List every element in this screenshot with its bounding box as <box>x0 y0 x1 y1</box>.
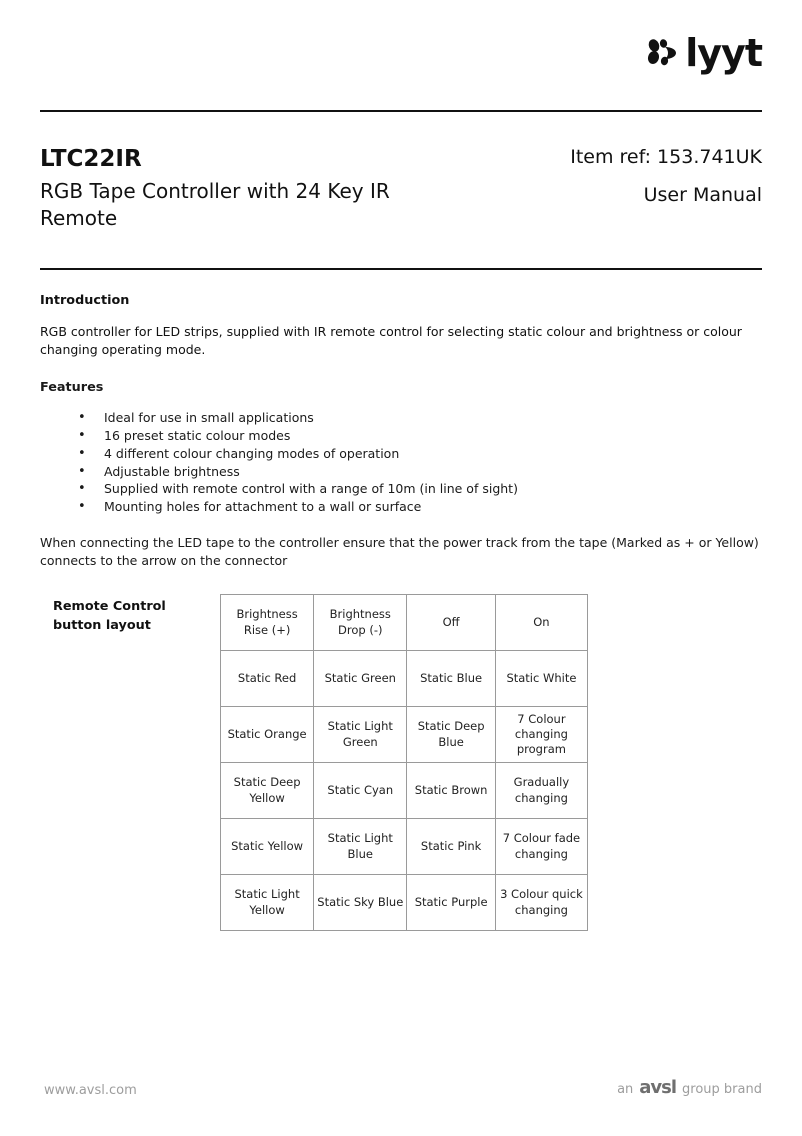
table-row <box>221 595 588 651</box>
remote-button-cell: 3 Colour quick changing <box>495 875 587 931</box>
remote-button-cell: Off <box>407 595 495 651</box>
remote-button-cell: Static Yellow <box>221 819 314 875</box>
remote-button-cell: Static White <box>495 651 587 707</box>
footer-brand <box>617 1077 762 1098</box>
remote-button-cell: Static Purple <box>407 875 495 931</box>
table-row <box>221 875 588 931</box>
remote-button-cell: Static Cyan <box>314 763 407 819</box>
remote-button-cell: Static Light Blue <box>314 819 407 875</box>
remote-button-cell: Static Pink <box>407 819 495 875</box>
features-list <box>40 409 762 516</box>
remote-button-cell: On <box>495 595 587 651</box>
remote-button-cell: 7 Colour changing program <box>495 707 587 763</box>
list-item: • Supplied with remote control with a range of 10m (in line of sight) <box>104 480 762 498</box>
table-row <box>221 707 588 763</box>
table-row <box>221 763 588 819</box>
page-title: LTC22IR <box>40 146 142 172</box>
list-item: • Mounting holes for attachment to a wall or surface <box>104 498 762 516</box>
remote-button-cell: Static Deep Blue <box>407 707 495 763</box>
remote-button-cell: Static Blue <box>407 651 495 707</box>
list-item: • Adjustable brightness <box>104 463 762 481</box>
footer-brand-prefix: an <box>617 1082 634 1097</box>
footer-website[interactable]: www.avsl.com <box>44 1083 137 1098</box>
page-header <box>40 0 762 110</box>
connection-note: When connecting the LED tape to the controller ensure that the power track from the tape (Marked as + or Yellow) connects to the arrow on the connector <box>40 534 759 568</box>
remote-button-cell: Static Orange <box>221 707 314 763</box>
paw-logo-icon <box>645 36 679 70</box>
remote-button-cell: 7 Colour fade changing <box>495 819 587 875</box>
footer-brand-suffix: group brand <box>682 1082 762 1097</box>
remote-layout-section <box>40 594 762 984</box>
document-body <box>40 270 762 984</box>
table-row <box>221 651 588 707</box>
avsl-logo-text: avsl <box>639 1077 677 1098</box>
product-name: RGB Tape Controller with 24 Key IR Remote <box>40 179 390 230</box>
remote-button-cell: Static Green <box>314 651 407 707</box>
list-item: • Ideal for use in small applications <box>104 409 762 427</box>
remote-button-cell: Brightness Rise (+) <box>221 595 314 651</box>
remote-button-table <box>220 594 588 931</box>
remote-layout-label: Remote Control button layout <box>53 599 166 634</box>
remote-button-cell: Static Red <box>221 651 314 707</box>
title-block <box>40 112 762 262</box>
list-item: • 4 different colour changing modes of operation <box>104 445 762 463</box>
page-footer <box>40 1074 762 1098</box>
remote-button-cell: Static Deep Yellow <box>221 763 314 819</box>
table-row <box>221 819 588 875</box>
lyyt-logo-text: lyyt <box>685 31 762 75</box>
remote-button-cell: Gradually changing <box>495 763 587 819</box>
introduction-text: RGB controller for LED strips, supplied with IR remote control for selecting static colour and brightness or colour changing operating mode. <box>40 323 742 357</box>
list-item: • 16 preset static colour modes <box>104 427 762 445</box>
remote-button-cell: Brightness Drop (-) <box>314 595 407 651</box>
lyyt-logo <box>645 31 762 75</box>
remote-button-cell: Static Brown <box>407 763 495 819</box>
features-heading: Features <box>40 379 104 395</box>
introduction-heading: Introduction <box>40 293 130 308</box>
remote-button-cell: Static Light Green <box>314 707 407 763</box>
remote-button-cell: Static Sky Blue <box>314 875 407 931</box>
item-ref: Item ref: 153.741UK <box>570 146 762 168</box>
remote-button-cell: Static Light Yellow <box>221 875 314 931</box>
document-type: User Manual <box>643 184 762 206</box>
